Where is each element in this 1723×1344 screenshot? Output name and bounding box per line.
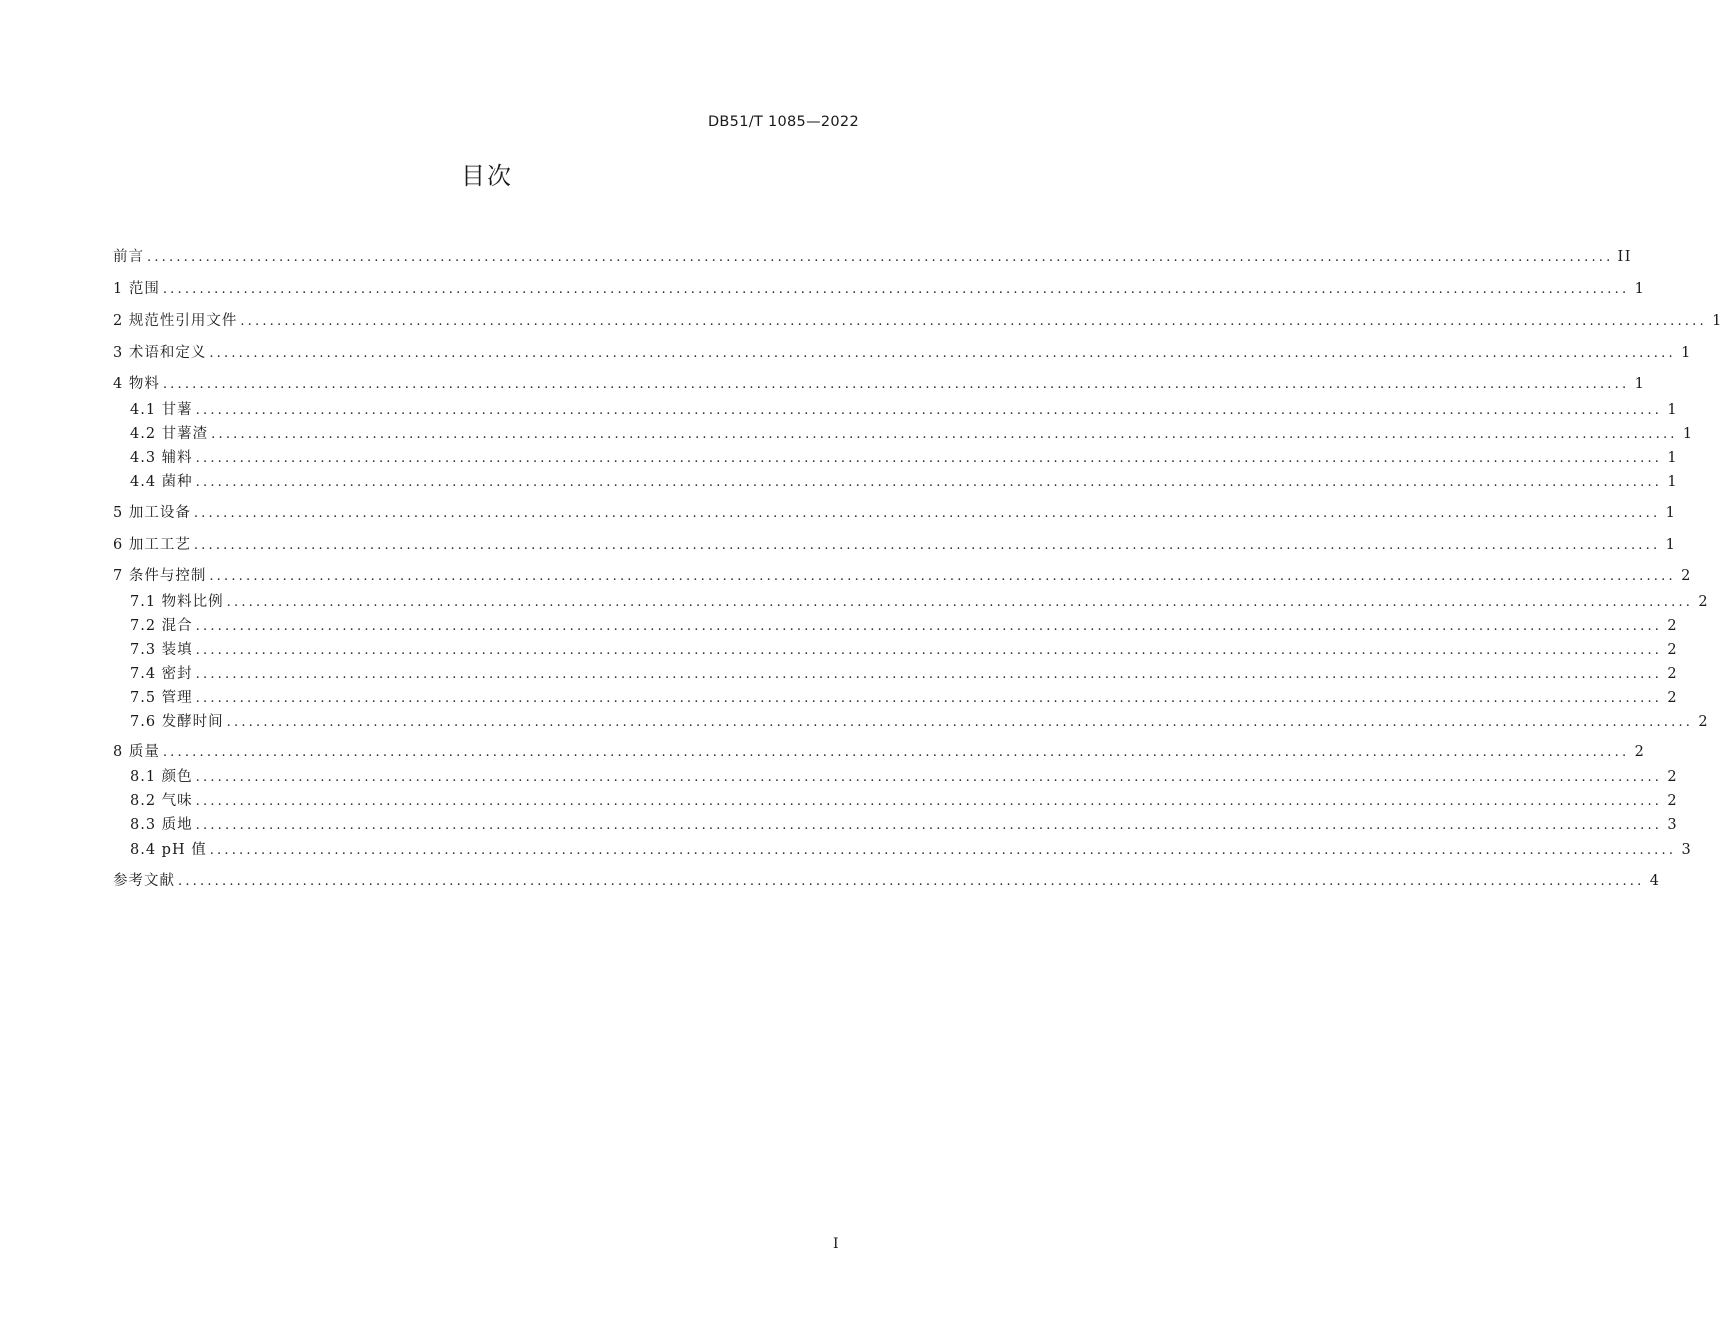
dot-leader: ........................................................................................................................................................................................................ <box>195 643 1663 658</box>
toc-entry-label: 7.1 物料比例 <box>130 594 224 610</box>
toc-entry-label: 7 条件与控制 <box>113 568 207 584</box>
toc-entry-label: 前言 <box>113 249 144 265</box>
toc-entry-label: 4.3 辅料 <box>130 450 193 466</box>
dot-leader: ........................................................................................................................................................................................................ <box>209 346 1676 361</box>
dot-leader: ........................................................................................................................................................................................................ <box>195 667 1663 682</box>
toc-entry[interactable] <box>130 815 1679 835</box>
dot-leader: ........................................................................................................................................................................................................ <box>178 874 1645 889</box>
toc-entry-page: 4 <box>1649 873 1661 889</box>
toc-entry[interactable] <box>113 566 1692 586</box>
document-code: DB51/T 1085—2022 <box>707 114 859 130</box>
toc-entry[interactable] <box>130 592 1710 612</box>
toc-entry-label: 8 质量 <box>113 744 160 760</box>
toc-entry-label: 8.4 pH 值 <box>130 842 207 858</box>
toc-entry-page: 1 <box>1667 474 1679 490</box>
dot-leader: ........................................................................................................................................................................................................ <box>162 377 1630 392</box>
toc-entry-page: 2 <box>1698 594 1710 610</box>
dot-leader: ........................................................................................................................................................................................................ <box>209 569 1676 584</box>
toc-entry-page: 2 <box>1667 769 1679 785</box>
toc-entry-page: 2 <box>1667 642 1679 658</box>
toc-entry-page: 3 <box>1667 817 1679 833</box>
toc-entry-label: 3 术语和定义 <box>113 345 207 361</box>
dot-leader: ........................................................................................................................................................................................................ <box>209 843 1677 858</box>
dot-leader: ........................................................................................................................................................................................................ <box>195 770 1663 785</box>
toc-entry[interactable] <box>113 374 1646 394</box>
dot-leader: ........................................................................................................................................................................................................ <box>211 427 1678 442</box>
toc-entry-page: 2 <box>1667 690 1679 706</box>
toc-entry-page: 1 <box>1665 537 1677 553</box>
toc-entry-page: 1 <box>1634 376 1646 392</box>
toc-entry-label: 7.5 管理 <box>130 690 193 706</box>
toc-entry-page: 1 <box>1681 345 1692 361</box>
dot-leader: ........................................................................................................................................................................................................ <box>193 506 1661 521</box>
dot-leader: ........................................................................................................................................................................................................ <box>195 818 1663 833</box>
toc-entry-label: 2 规范性引用文件 <box>113 313 238 329</box>
toc-entry[interactable] <box>113 343 1692 363</box>
dot-leader: ........................................................................................................................................................................................................ <box>195 691 1663 706</box>
toc-entry[interactable] <box>113 247 1632 267</box>
dot-leader: ........................................................................................................................................................................................................ <box>195 794 1663 809</box>
toc-entry-page: 2 <box>1634 744 1646 760</box>
toc-entry[interactable] <box>113 742 1646 762</box>
toc-entry-page: 3 <box>1681 842 1693 858</box>
toc-entry-label: 8.1 颜色 <box>130 769 193 785</box>
toc-entry-label: 4.2 甘薯渣 <box>130 426 209 442</box>
page-number: I <box>833 1236 839 1252</box>
dot-leader: ........................................................................................................................................................................................................ <box>226 595 1694 610</box>
toc-entry[interactable] <box>130 400 1679 420</box>
dot-leader: ........................................................................................................................................................................................................ <box>240 314 1707 329</box>
dot-leader: ........................................................................................................................................................................................................ <box>162 745 1630 760</box>
toc-entry-label: 7.4 密封 <box>130 666 193 682</box>
toc-entry[interactable] <box>130 664 1679 684</box>
toc-entry[interactable] <box>113 503 1677 523</box>
toc-entry-page: 2 <box>1681 568 1692 584</box>
toc-entry-label: 4.4 菌种 <box>130 474 193 490</box>
dot-leader: ........................................................................................................................................................................................................ <box>195 475 1663 490</box>
dot-leader: ........................................................................................................................................................................................................ <box>195 451 1663 466</box>
toc-entry[interactable] <box>113 535 1677 555</box>
dot-leader: ........................................................................................................................................................................................................ <box>195 619 1663 634</box>
toc-entry-label: 5 加工设备 <box>113 505 191 521</box>
toc-entry-page: 1 <box>1634 281 1646 297</box>
toc-entry-label: 7.2 混合 <box>130 618 193 634</box>
toc-entry-page: 1 <box>1712 313 1723 329</box>
toc-entry[interactable] <box>130 688 1679 708</box>
toc-entry-label: 4 物料 <box>113 376 160 392</box>
toc-entry[interactable] <box>113 311 1723 331</box>
toc-entry-label: 7.3 装填 <box>130 642 193 658</box>
toc-entry-label: 8.3 质地 <box>130 817 193 833</box>
page-title: 目次 <box>461 162 513 190</box>
toc-entry-page: II <box>1617 249 1632 265</box>
toc-entry-page: 2 <box>1667 618 1679 634</box>
toc-entry-label: 参考文献 <box>113 873 175 889</box>
toc-entry[interactable] <box>130 712 1710 732</box>
toc-entry-page: 1 <box>1682 426 1694 442</box>
toc-entry-page: 1 <box>1667 450 1679 466</box>
dot-leader: ........................................................................................................................................................................................................ <box>195 403 1663 418</box>
toc-entry[interactable] <box>113 871 1661 891</box>
toc-entry-label: 6 加工工艺 <box>113 537 191 553</box>
toc-entry[interactable] <box>130 767 1679 787</box>
toc-entry-label: 8.2 气味 <box>130 793 193 809</box>
toc-entry-page: 2 <box>1667 666 1679 682</box>
toc-entry-page: 2 <box>1667 793 1679 809</box>
dot-leader: ........................................................................................................................................................................................................ <box>147 250 1614 265</box>
dot-leader: ........................................................................................................................................................................................................ <box>193 538 1661 553</box>
dot-leader: ........................................................................................................................................................................................................ <box>162 282 1630 297</box>
toc-entry-page: 1 <box>1665 505 1677 521</box>
toc-entry[interactable] <box>130 616 1679 636</box>
dot-leader: ........................................................................................................................................................................................................ <box>226 715 1694 730</box>
toc-entry[interactable] <box>113 279 1646 299</box>
toc-entry[interactable] <box>130 640 1679 660</box>
toc-entry[interactable] <box>130 424 1694 444</box>
toc-entry-label: 1 范围 <box>113 281 160 297</box>
toc-entry[interactable] <box>130 448 1679 468</box>
toc-entry-label: 4.1 甘薯 <box>130 402 193 418</box>
toc-entry[interactable] <box>130 472 1679 492</box>
toc-entry[interactable] <box>130 840 1693 860</box>
toc-entry-page: 1 <box>1667 402 1679 418</box>
toc-entry-label: 7.6 发酵时间 <box>130 714 224 730</box>
toc-entry-page: 2 <box>1698 714 1710 730</box>
toc-entry[interactable] <box>130 791 1679 811</box>
